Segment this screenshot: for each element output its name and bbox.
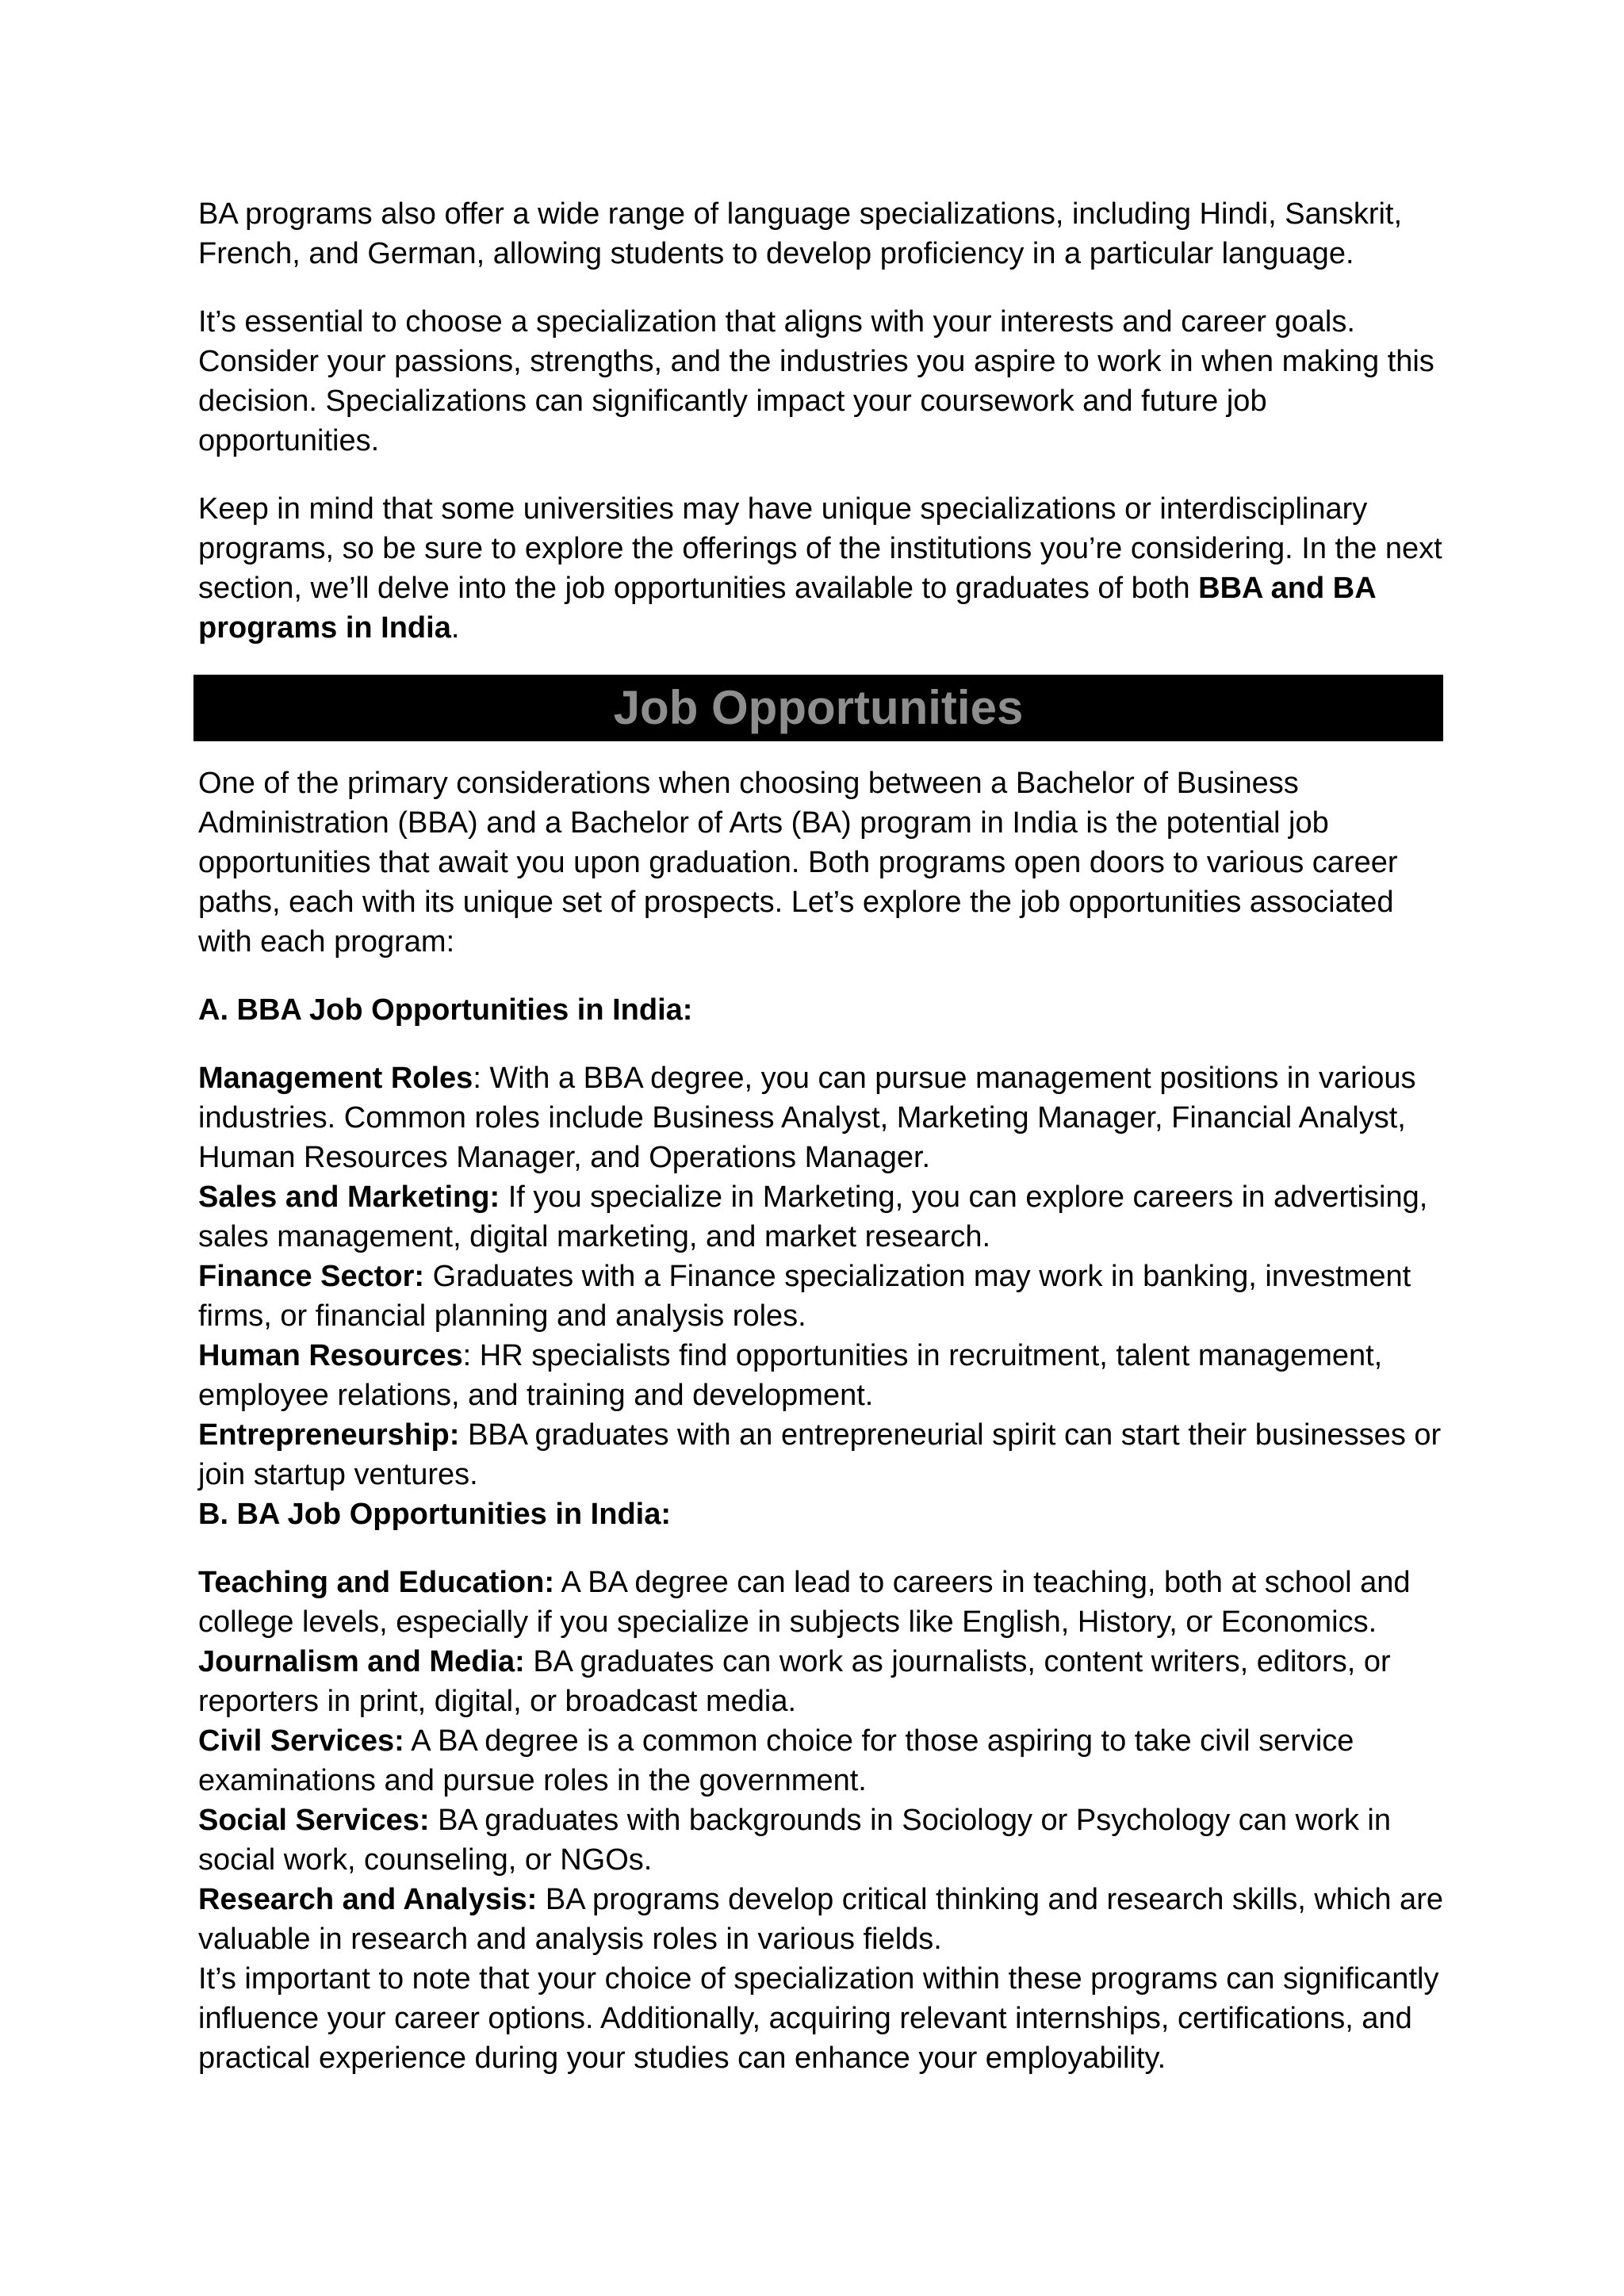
section-banner bbox=[193, 675, 1443, 741]
item-term: Sales and Marketing: bbox=[198, 1181, 500, 1214]
paragraph-language-specializations: BA programs also offer a wide range of language specializations, including Hindi, Sanskrit, French, and German, allowing students to develop proficiency in a particular language. bbox=[198, 197, 1403, 270]
item-term: Human Resources bbox=[198, 1339, 463, 1372]
ba-heading: B. BA Job Opportunities in India: bbox=[198, 1498, 672, 1531]
item-text: A BA degree can lead to careers in teaching, both at school and college levels, especially if you specialize in subjects like English, History, or Economics. bbox=[198, 1566, 1411, 1639]
list-item bbox=[198, 1563, 1451, 1642]
item-term: Entrepreneurship: bbox=[198, 1418, 460, 1452]
list-item bbox=[198, 1800, 1451, 1880]
list-item bbox=[198, 1058, 1451, 1177]
item-term: Social Services: bbox=[198, 1804, 430, 1837]
list-item bbox=[198, 1642, 1451, 1721]
paragraph-unique-specializations bbox=[198, 489, 1451, 648]
item-sep bbox=[424, 1260, 433, 1293]
list-item bbox=[198, 1721, 1451, 1800]
item-text: BA graduates can work as journalists, content writers, editors, or reporters in print, digital, or broadcast media. bbox=[198, 1645, 1391, 1718]
item-term: Civil Services: bbox=[198, 1724, 404, 1758]
document-page bbox=[198, 194, 1451, 2078]
item-text: BBA graduates with an entrepreneurial spirit can start their businesses or join startup ventures. bbox=[198, 1418, 1442, 1491]
item-sep: : bbox=[462, 1339, 480, 1372]
item-term: Research and Analysis: bbox=[198, 1883, 538, 1916]
item-sep bbox=[525, 1645, 534, 1678]
paragraph-end: . bbox=[450, 611, 460, 645]
list-item bbox=[198, 1336, 1451, 1415]
item-sep bbox=[459, 1418, 468, 1452]
item-text: If you specialize in Marketing, you can explore careers in advertising, sales management, digital marketing, and market research. bbox=[198, 1181, 1428, 1253]
ba-list bbox=[198, 1563, 1451, 2078]
list-item bbox=[198, 1415, 1451, 1494]
paragraph-text: Keep in mind that some universities may have unique specializations or interdisciplinary programs, so be sure to explore the offerings of the institutions you’re considering. In the next section, we’ll delve into the job opportunities available to graduates of both bbox=[198, 492, 1442, 605]
item-text: BA graduates with backgrounds in Sociology or Psychology can work in social work, counseling, or NGOs. bbox=[198, 1804, 1391, 1877]
item-sep bbox=[537, 1883, 546, 1916]
bold-phrase: BBA and BA programs in India bbox=[198, 572, 1376, 645]
item-term: Finance Sector: bbox=[198, 1260, 425, 1293]
item-sep bbox=[500, 1181, 508, 1214]
bba-list bbox=[198, 1058, 1451, 1494]
item-sep: : bbox=[473, 1062, 490, 1095]
item-text: A BA degree is a common choice for those aspiring to take civil service examinations and pursue roles in the government. bbox=[198, 1724, 1354, 1797]
item-term: Teaching and Education: bbox=[198, 1566, 554, 1599]
item-term: Management Roles bbox=[198, 1062, 473, 1095]
item-term: Journalism and Media: bbox=[198, 1645, 525, 1678]
item-text: HR specialists find opportunities in recruitment, talent management, employee relations, and training and development. bbox=[198, 1339, 1383, 1412]
item-text: Graduates with a Finance specialization may work in banking, investment firms, or financial planning and analysis roles. bbox=[198, 1260, 1411, 1333]
closing-paragraph: It’s important to note that your choice of specialization within these programs can significantly influence your career options. Additionally, acquiring relevant internships, certifications, and practical experience during your studies can enhance your employability. bbox=[198, 1962, 1439, 2075]
item-text: With a BBA degree, you can pursue management positions in various industries. Common roles include Business Analyst, Marketing Manager, Financial Analyst, Human Resources Manager, and Operations Manager. bbox=[198, 1062, 1416, 1174]
list-item bbox=[198, 1177, 1451, 1257]
bba-heading: A. BBA Job Opportunities in India: bbox=[198, 993, 693, 1027]
section-title: Job Opportunities bbox=[613, 681, 1024, 734]
paragraph-choose-specialization: It’s essential to choose a specialization that aligns with your interests and career goals. Consider your passions, strengths, and the industries you aspire to work in when making this decision. Specializations can significantly impact your coursework and future job opportunities. bbox=[198, 305, 1434, 457]
list-item bbox=[198, 1257, 1451, 1336]
list-item bbox=[198, 1880, 1451, 1959]
item-text: BA programs develop critical thinking and research skills, which are valuable in research and analysis roles in various fields. bbox=[198, 1883, 1443, 1956]
paragraph-job-intro: One of the primary considerations when choosing between a Bachelor of Business Administration (BBA) and a Bachelor of Arts (BA) program in India is the potential job opportunities that await you upon graduation. Both programs open doors to various career paths, each with its unique set of prospects. Let’s explore the job opportunities associated with each program: bbox=[198, 767, 1398, 959]
item-sep bbox=[430, 1804, 439, 1837]
